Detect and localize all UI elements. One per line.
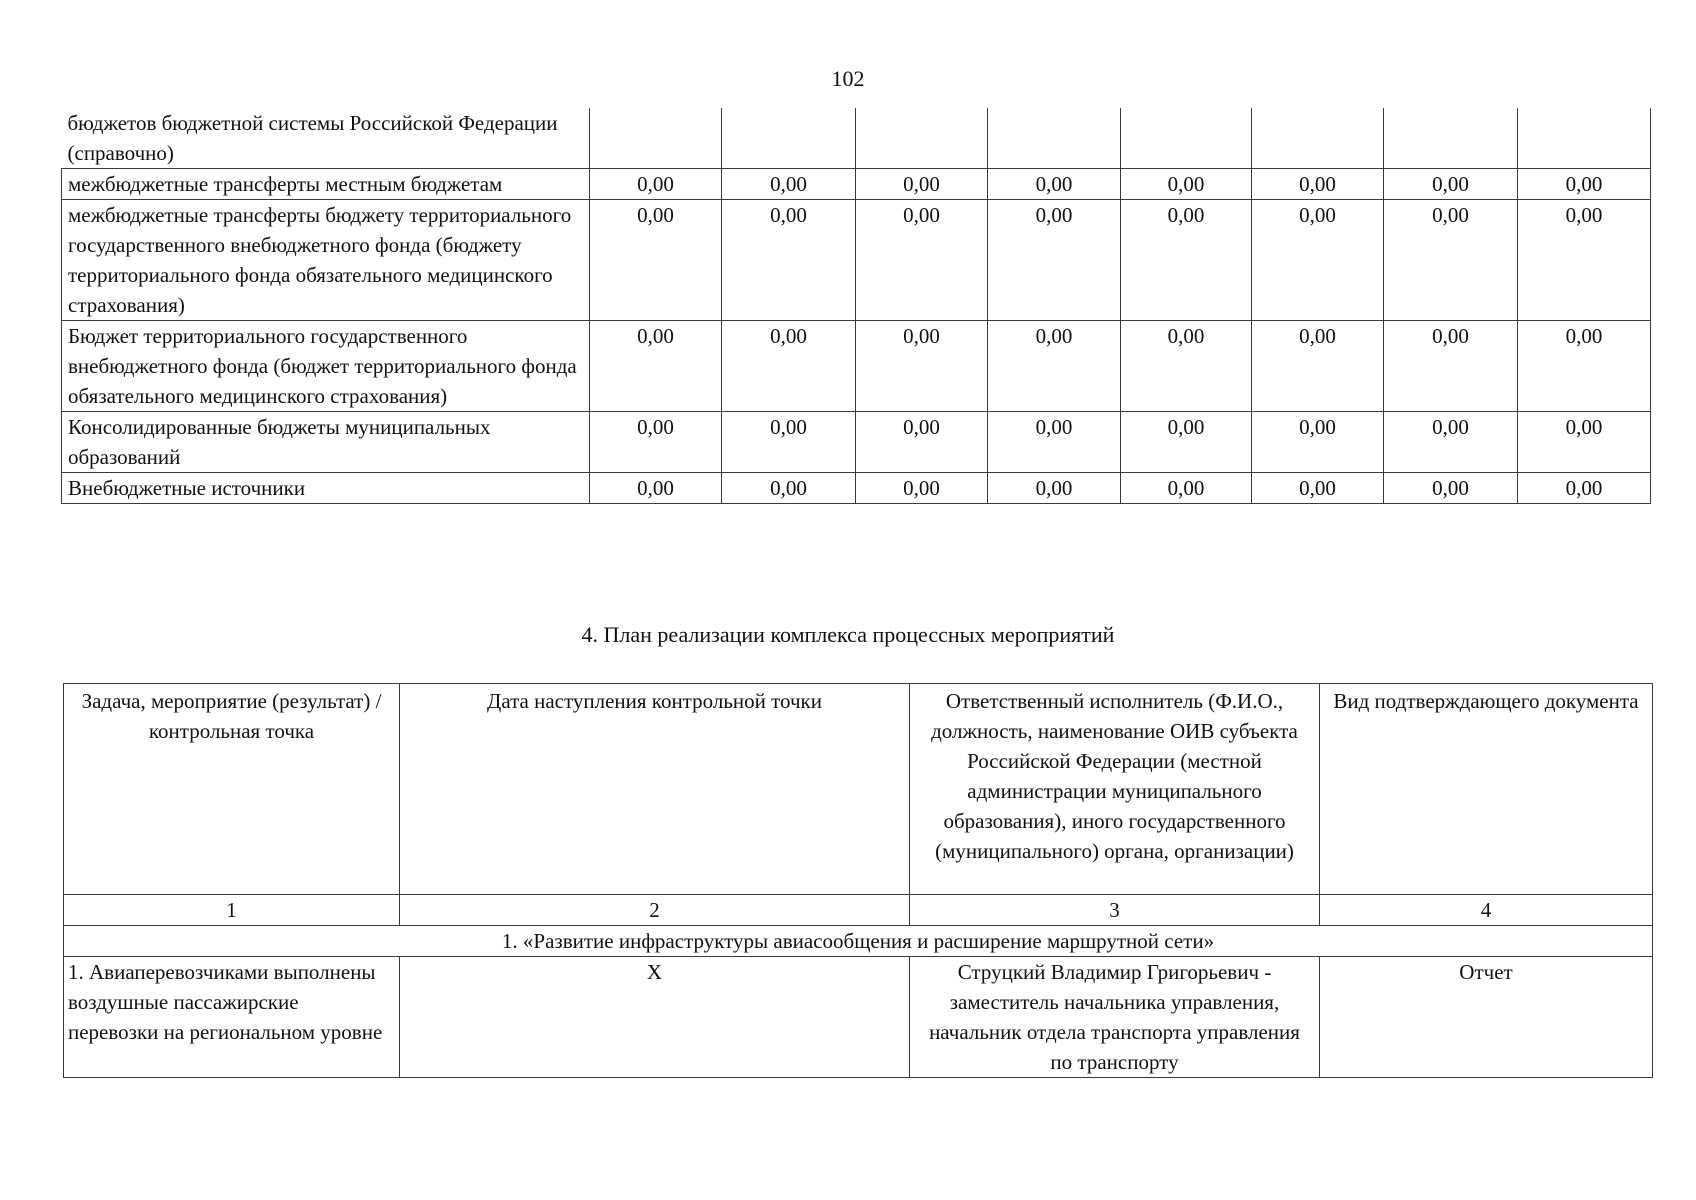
- header-task: Задача, мероприятие (результат) / контрольная точка: [64, 684, 400, 895]
- column-number: 3: [910, 895, 1320, 926]
- finance-value: 0,00: [1252, 200, 1384, 321]
- finance-value: [1518, 108, 1651, 169]
- finance-value: 0,00: [1252, 473, 1384, 504]
- section-title: 4. План реализации комплекса процессных мероприятий: [581, 622, 1115, 647]
- finance-value: 0,00: [1252, 412, 1384, 473]
- finance-value: 0,00: [590, 412, 722, 473]
- finance-value: 0,00: [590, 321, 722, 412]
- finance-value: 0,00: [1384, 321, 1518, 412]
- plan-responsible: Струцкий Владимир Григорьевич - заместитель начальника управления, начальник отдела транспорта управления по транспорту: [910, 957, 1320, 1078]
- finance-value: 0,00: [988, 169, 1121, 200]
- header-responsible: Ответственный исполнитель (Ф.И.О., должность, наименование ОИВ субъекта Российской Федерации (местной администрации муниципального образования), иного государственного (муниципального) органа, организации): [910, 684, 1320, 895]
- finance-value: 0,00: [1384, 200, 1518, 321]
- column-number: 1: [64, 895, 400, 926]
- finance-value: 0,00: [1121, 169, 1252, 200]
- finance-value: 0,00: [1518, 169, 1651, 200]
- finance-value: 0,00: [988, 473, 1121, 504]
- finance-value: [856, 108, 988, 169]
- finance-value: [1384, 108, 1518, 169]
- finance-value: 0,00: [1518, 473, 1651, 504]
- finance-row-label: межбюджетные трансферты бюджету территориального государственного внебюджетного фонда (бюджету территориального фонда обязательного медицинского страхования): [62, 200, 590, 321]
- finance-table-body: [62, 108, 1651, 504]
- finance-value: 0,00: [590, 169, 722, 200]
- header-document: Вид подтверждающего документа: [1320, 684, 1653, 895]
- finance-value: 0,00: [722, 412, 856, 473]
- finance-value: 0,00: [988, 321, 1121, 412]
- finance-row: [62, 169, 1651, 200]
- finance-value: [988, 108, 1121, 169]
- finance-value: [590, 108, 722, 169]
- finance-value: [1121, 108, 1252, 169]
- finance-value: 0,00: [722, 321, 856, 412]
- finance-value: 0,00: [1121, 200, 1252, 321]
- finance-row-label: бюджетов бюджетной системы Российской Федерации (справочно): [62, 108, 590, 169]
- finance-value: 0,00: [988, 200, 1121, 321]
- finance-value: 0,00: [1121, 473, 1252, 504]
- column-number-row: [64, 895, 1653, 926]
- finance-value: 0,00: [722, 473, 856, 504]
- column-number: 4: [1320, 895, 1653, 926]
- finance-value: 0,00: [856, 200, 988, 321]
- finance-value: 0,00: [1384, 473, 1518, 504]
- plan-date: Х: [400, 957, 910, 1078]
- finance-value: 0,00: [1518, 321, 1651, 412]
- finance-row: [62, 108, 1651, 169]
- finance-value: 0,00: [1518, 200, 1651, 321]
- finance-value: 0,00: [856, 169, 988, 200]
- plan-section-row: [64, 926, 1653, 957]
- finance-value: 0,00: [856, 412, 988, 473]
- finance-row-label: Внебюджетные источники: [62, 473, 590, 504]
- plan-table: [63, 683, 1653, 1078]
- finance-row: [62, 321, 1651, 412]
- plan-task: 1. Авиаперевозчиками выполнены воздушные пассажирские перевозки на региональном уровне: [64, 957, 400, 1078]
- finance-value: [1252, 108, 1384, 169]
- finance-value: 0,00: [1121, 321, 1252, 412]
- finance-row: [62, 473, 1651, 504]
- finance-value: 0,00: [1121, 412, 1252, 473]
- finance-value: 0,00: [856, 473, 988, 504]
- plan-document: Отчет: [1320, 957, 1653, 1078]
- page-number: 102: [831, 66, 865, 91]
- finance-table: [61, 108, 1651, 504]
- finance-value: 0,00: [1252, 169, 1384, 200]
- finance-value: 0,00: [856, 321, 988, 412]
- header-date: Дата наступления контрольной точки: [400, 684, 910, 895]
- finance-row: [62, 412, 1651, 473]
- finance-value: 0,00: [722, 169, 856, 200]
- finance-value: 0,00: [1384, 412, 1518, 473]
- plan-section-title: 1. «Развитие инфраструктуры авиасообщения и расширение маршрутной сети»: [64, 926, 1653, 957]
- finance-value: 0,00: [988, 412, 1121, 473]
- finance-value: [722, 108, 856, 169]
- finance-row-label: Консолидированные бюджеты муниципальных образований: [62, 412, 590, 473]
- finance-value: 0,00: [590, 200, 722, 321]
- finance-row-label: Бюджет территориального государственного внебюджетного фонда (бюджет территориального фонда обязательного медицинского страхования): [62, 321, 590, 412]
- finance-value: 0,00: [1518, 412, 1651, 473]
- finance-row-label: межбюджетные трансферты местным бюджетам: [62, 169, 590, 200]
- finance-value: 0,00: [722, 200, 856, 321]
- finance-value: 0,00: [590, 473, 722, 504]
- finance-value: 0,00: [1252, 321, 1384, 412]
- finance-row: [62, 200, 1651, 321]
- plan-header-row: [64, 684, 1653, 895]
- column-number: 2: [400, 895, 910, 926]
- finance-value: 0,00: [1384, 169, 1518, 200]
- plan-row: [64, 957, 1653, 1078]
